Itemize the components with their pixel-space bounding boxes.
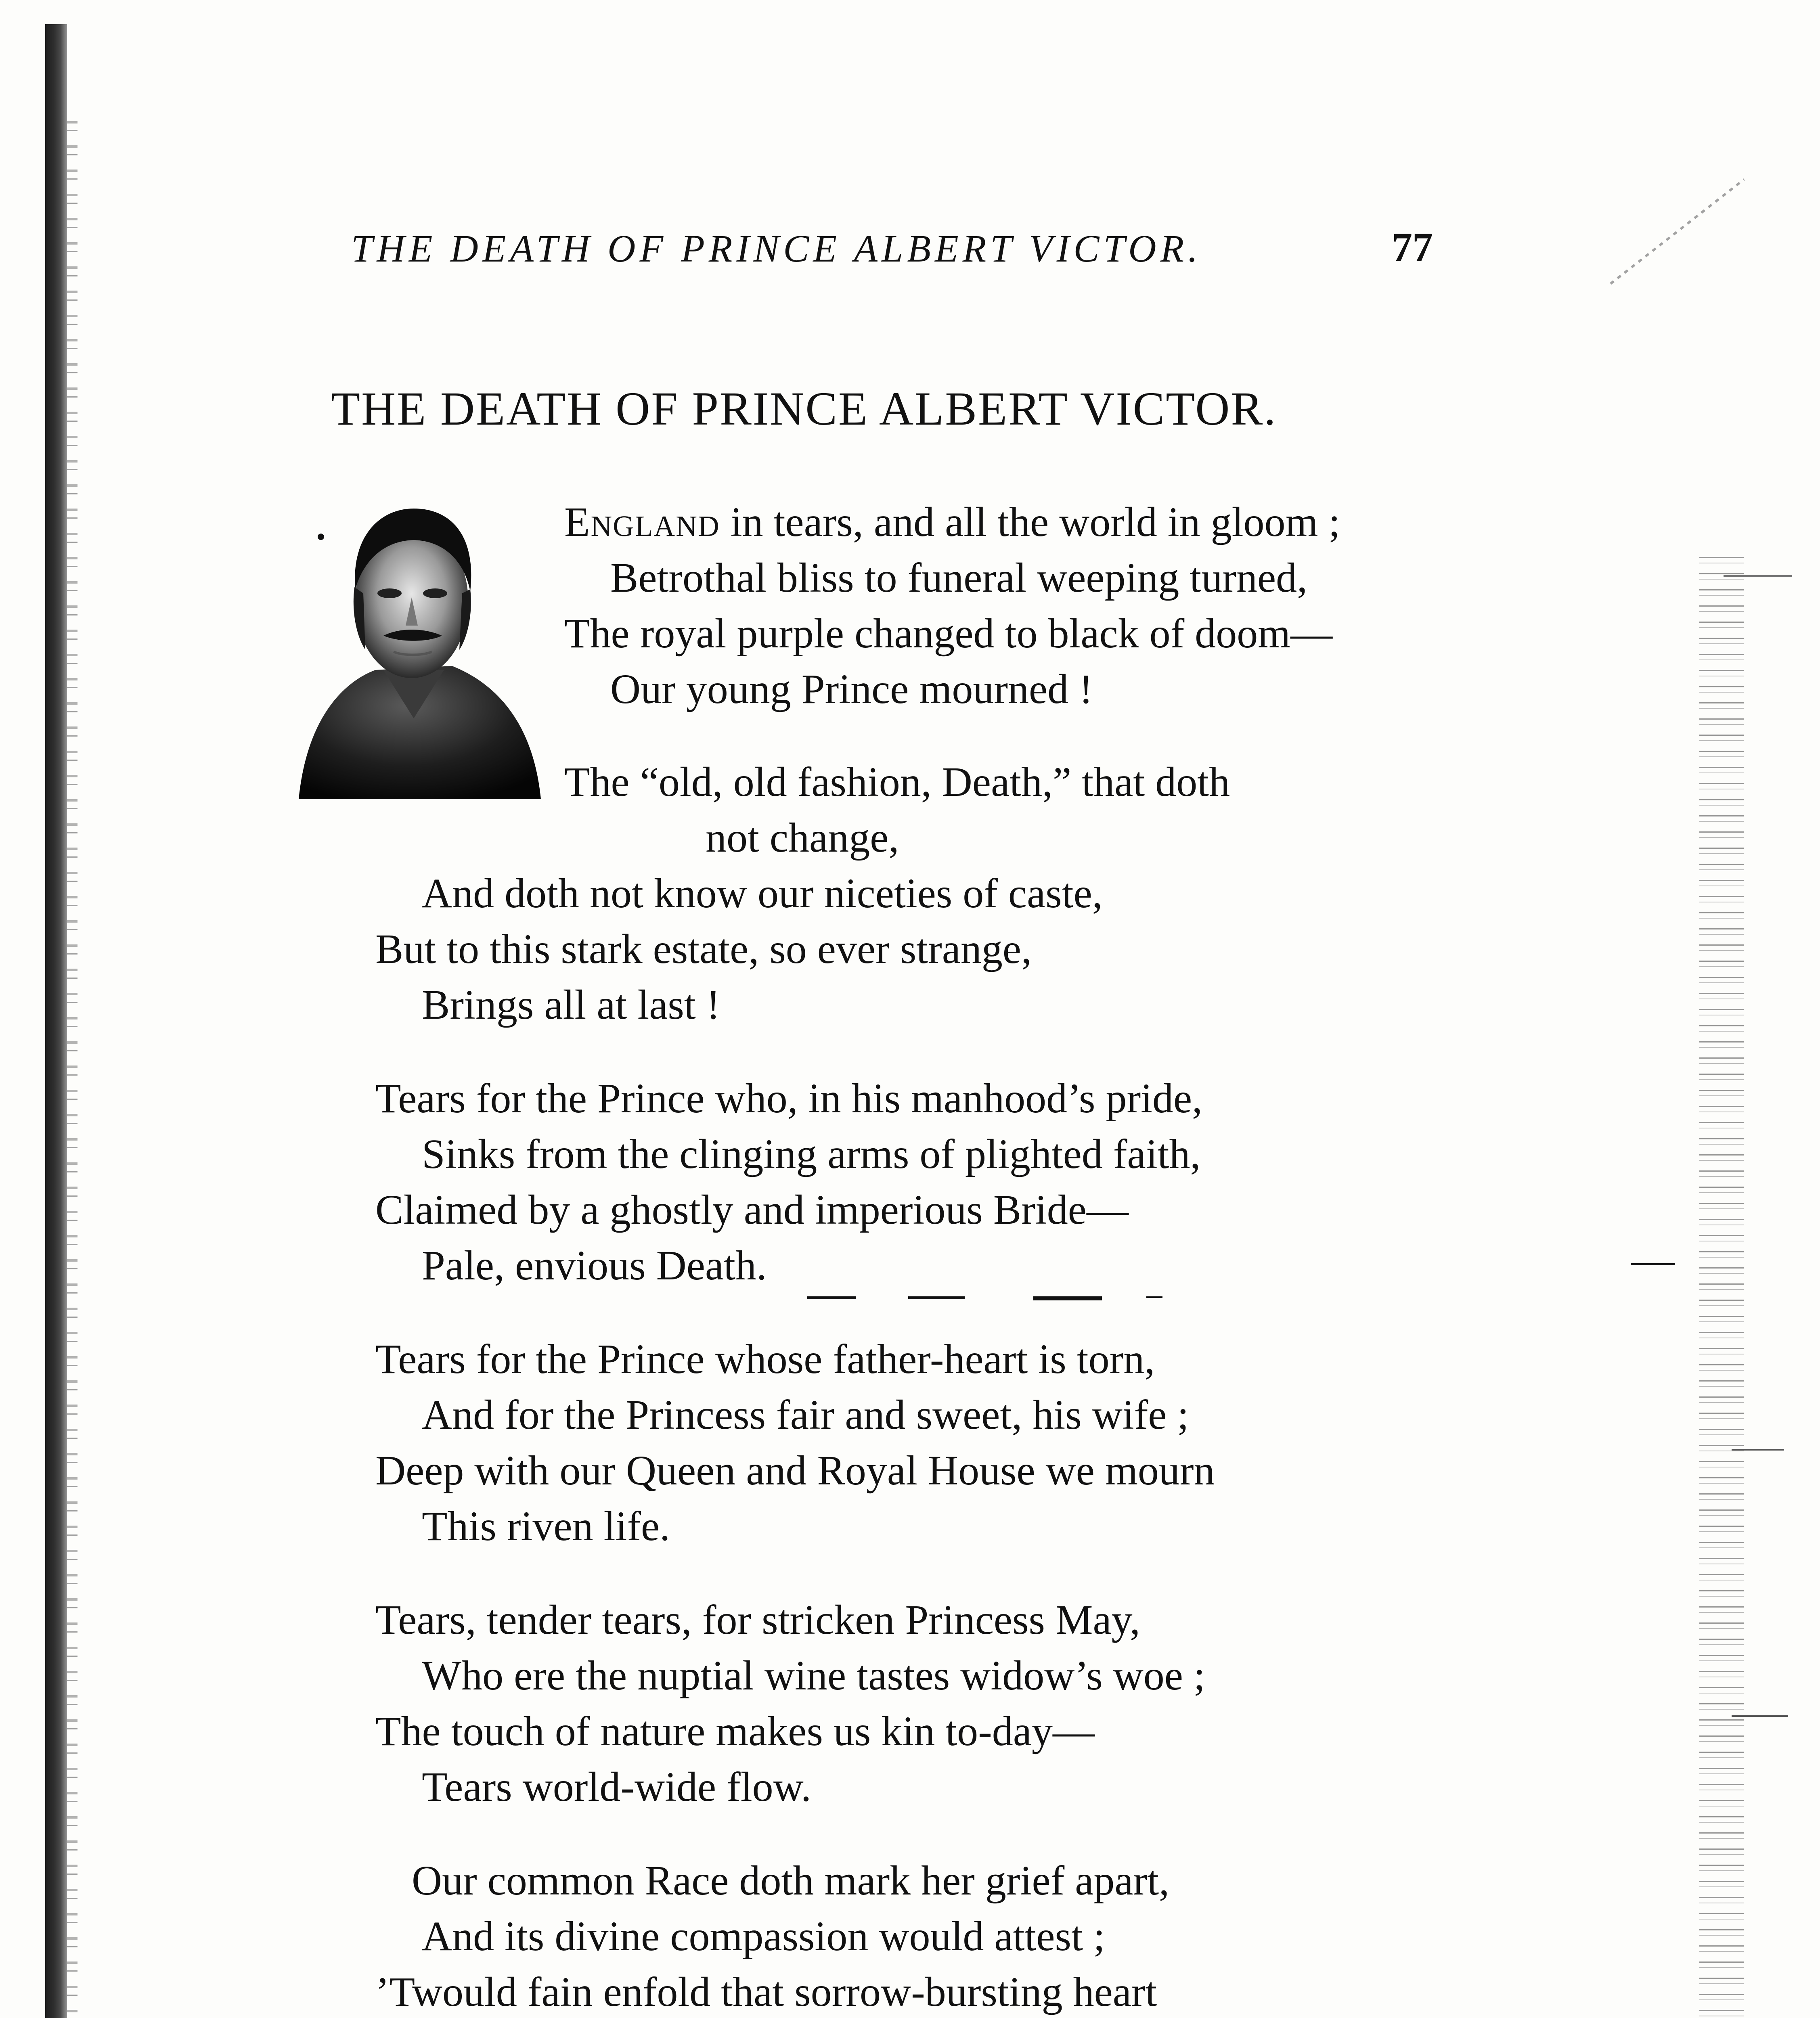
stray-diagonal-mark	[1610, 178, 1745, 285]
ink-dashes	[807, 1296, 1171, 1300]
running-title: THE DEATH OF PRINCE ALBERT VICTOR.	[351, 227, 1202, 270]
poem-line: Our young Prince mourned !	[610, 666, 1093, 712]
poem-line: Who ere the nuptial wine tastes widow’s woe ;	[422, 1652, 1205, 1699]
poem-line: And for the Princess fair and sweet, his wife ;	[422, 1392, 1189, 1438]
show-through-speckle	[1699, 557, 1744, 2018]
bleed-rule	[1732, 1449, 1784, 1451]
poem-line: Tears, tender tears, for stricken Princess May,	[375, 1597, 1140, 1643]
poem-line: Tears world-wide flow.	[422, 1764, 811, 1810]
poem-line: Pale, envious Death.	[422, 1242, 767, 1289]
poem-line: And its divine compassion would attest ;	[422, 1913, 1105, 1959]
poem-line: The “old, old fashion, Death,” that doth	[564, 759, 1230, 805]
poem-line: The royal purple changed to black of doom—	[564, 610, 1333, 657]
bleed-rule	[1631, 1263, 1675, 1265]
poem-line: Brings all at last !	[422, 982, 720, 1028]
poem-line: Sinks from the clinging arms of plighted faith,	[422, 1131, 1201, 1177]
page-number: 77	[1392, 224, 1433, 270]
poem-line: And doth not know our niceties of caste,	[422, 870, 1103, 917]
poem-line: Tears for the Prince who, in his manhood’s pride,	[375, 1075, 1203, 1122]
portrait-engraving	[283, 492, 545, 815]
binding-speckle	[67, 121, 77, 2018]
line-text: in tears, and all the world in gloom ;	[720, 499, 1340, 545]
prince-portrait-icon	[283, 492, 545, 815]
poem-line: Betrothal bliss to funeral weeping turned,	[610, 555, 1308, 601]
drop-word: England	[564, 499, 720, 545]
poem-line: The touch of nature makes us kin to-day—	[375, 1708, 1095, 1754]
binding-shadow	[45, 24, 67, 2018]
poem-line: Deep with our Queen and Royal House we mourn	[375, 1447, 1215, 1494]
poem-line: Our common Race doth mark her grief apart,	[412, 1857, 1170, 1904]
poem-line: not change,	[706, 814, 899, 861]
poem-line: This riven life.	[422, 1503, 670, 1549]
poem-line: Tears for the Prince whose father-heart is torn,	[375, 1336, 1155, 1382]
bleed-rule	[1732, 1715, 1788, 1717]
running-head	[351, 226, 1433, 283]
poem-line: Claimed by a ghostly and imperious Bride—	[375, 1187, 1129, 1233]
poem-line	[564, 501, 1340, 543]
poem-title: THE DEATH OF PRINCE ALBERT VICTOR.	[331, 382, 1277, 435]
bleed-rule	[1724, 575, 1792, 577]
poem-line: But to this stark estate, so ever strange,	[375, 926, 1032, 972]
poem-line: ’Twould fain enfold that sorrow-bursting heart	[375, 1969, 1157, 2015]
